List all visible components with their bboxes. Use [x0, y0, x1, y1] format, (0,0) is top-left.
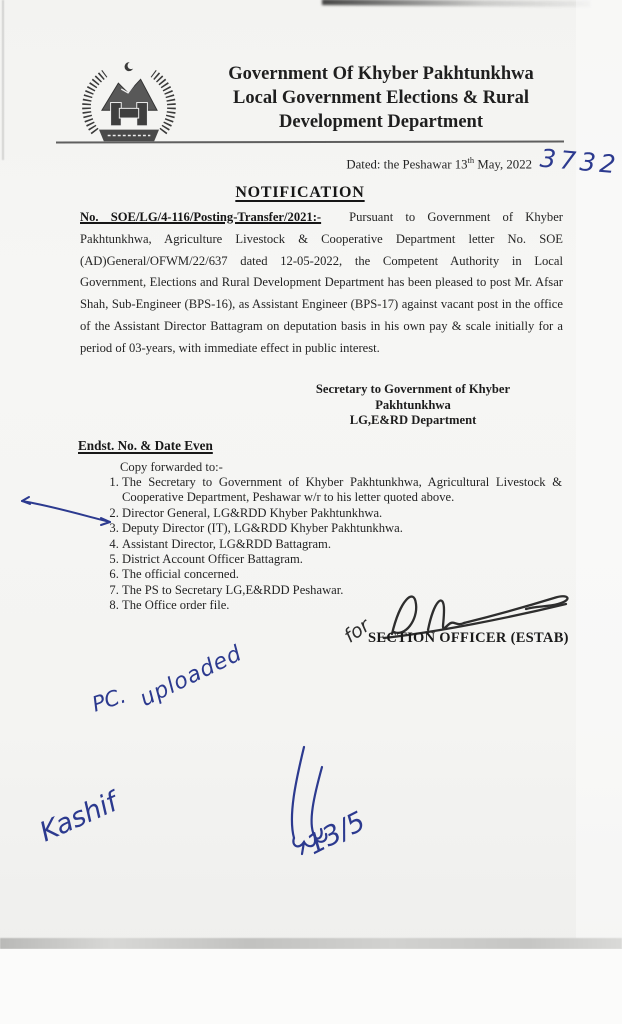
pen-arrow-annotation [14, 492, 126, 534]
scan-edge-line [2, 0, 4, 160]
list-item: 1. The Secretary to Government of Khyber Pakhtunkhwa, Agricultural Livestock & Cooperative Department, Peshawar w/r to his letter quoted above. [122, 475, 562, 506]
notification-body [80, 207, 563, 360]
date-line [300, 155, 532, 172]
scan-shadow-band [0, 938, 622, 949]
date-text-end: May, 2022 [474, 157, 532, 172]
handwritten-for: for [340, 614, 375, 648]
org-line-2: Local Government Elections & Rural [233, 88, 529, 108]
letterhead-org-name [190, 62, 572, 134]
list-item: 3. Deputy Director (IT), LG&RDD Khyber Pakhtunkhwa. [122, 521, 562, 536]
org-line-1: Government Of Khyber Pakhtunkhwa [228, 64, 534, 84]
paper-edge-highlight [576, 0, 622, 948]
handwritten-diary-number: 3732 [538, 143, 621, 180]
khyber-pakhtunkhwa-emblem-icon [75, 58, 183, 150]
copy-forwarded-line: Copy forwarded to:- [120, 460, 223, 474]
endorsement-heading: Endst. No. & Date Even [78, 438, 213, 453]
body-text: Pursuant to Government of Khyber Pakhtunkhwa, Agriculture Livestock & Cooperative Department letter No. SOE (AD)General/OFWM/22/637 dated 12-05-2022, the Competent Authority in Local Government, Elections and Rural Development Department has been pleased to post Mr. Afsar Shah, Sub-Engineer (BPS-16), as Assistant Engineer (BPS-17) against vacant post in the office of the Assistant Director Battagram on deputation basis in his own pay & scale initially for a period of 03-years, with immediate effect in public interest. [80, 210, 563, 355]
list-item: 5. District Account Officer Battagram. [122, 552, 562, 567]
signatory-department: LG,E&RD Department [349, 413, 477, 428]
signatory-block [280, 382, 546, 429]
signatory-title: Secretary to Government of Khyber Pakhtunkhwa [315, 382, 511, 412]
scan-smudge-artifact [322, 0, 590, 7]
notification-title: NOTIFICATION [235, 184, 365, 201]
date-ordinal: th [467, 155, 475, 165]
reference-number: No. SOE/LG/4-116/Posting-Transfer/2021:- [80, 210, 322, 224]
letterhead-divider [56, 141, 564, 144]
handwritten-date-mark: 13/5 [302, 805, 371, 862]
handwritten-uploaded-note: uploaded [136, 641, 247, 712]
list-item: 2. Director General, LG&RDD Khyber Pakhtunkhwa. [122, 506, 562, 521]
handwritten-kashif-signature: Kashif [35, 786, 123, 849]
list-item: 4. Assistant Director, LG&RDD Battagram. [122, 537, 562, 552]
section-officer-title: SECTION OFFICER (ESTAB) [368, 630, 569, 646]
date-text: Dated: the Peshawar 13 [346, 157, 468, 172]
list-item: 6. The official concerned. [122, 567, 562, 582]
list-item: 8. The Office order file. [122, 598, 562, 613]
org-line-3: Development Department [279, 112, 483, 132]
list-item: 7. The PS to Secretary LG,E&RDD Peshawar. [122, 583, 562, 598]
handwritten-pc-note: PC. [89, 683, 129, 717]
scanner-background [0, 949, 622, 1024]
